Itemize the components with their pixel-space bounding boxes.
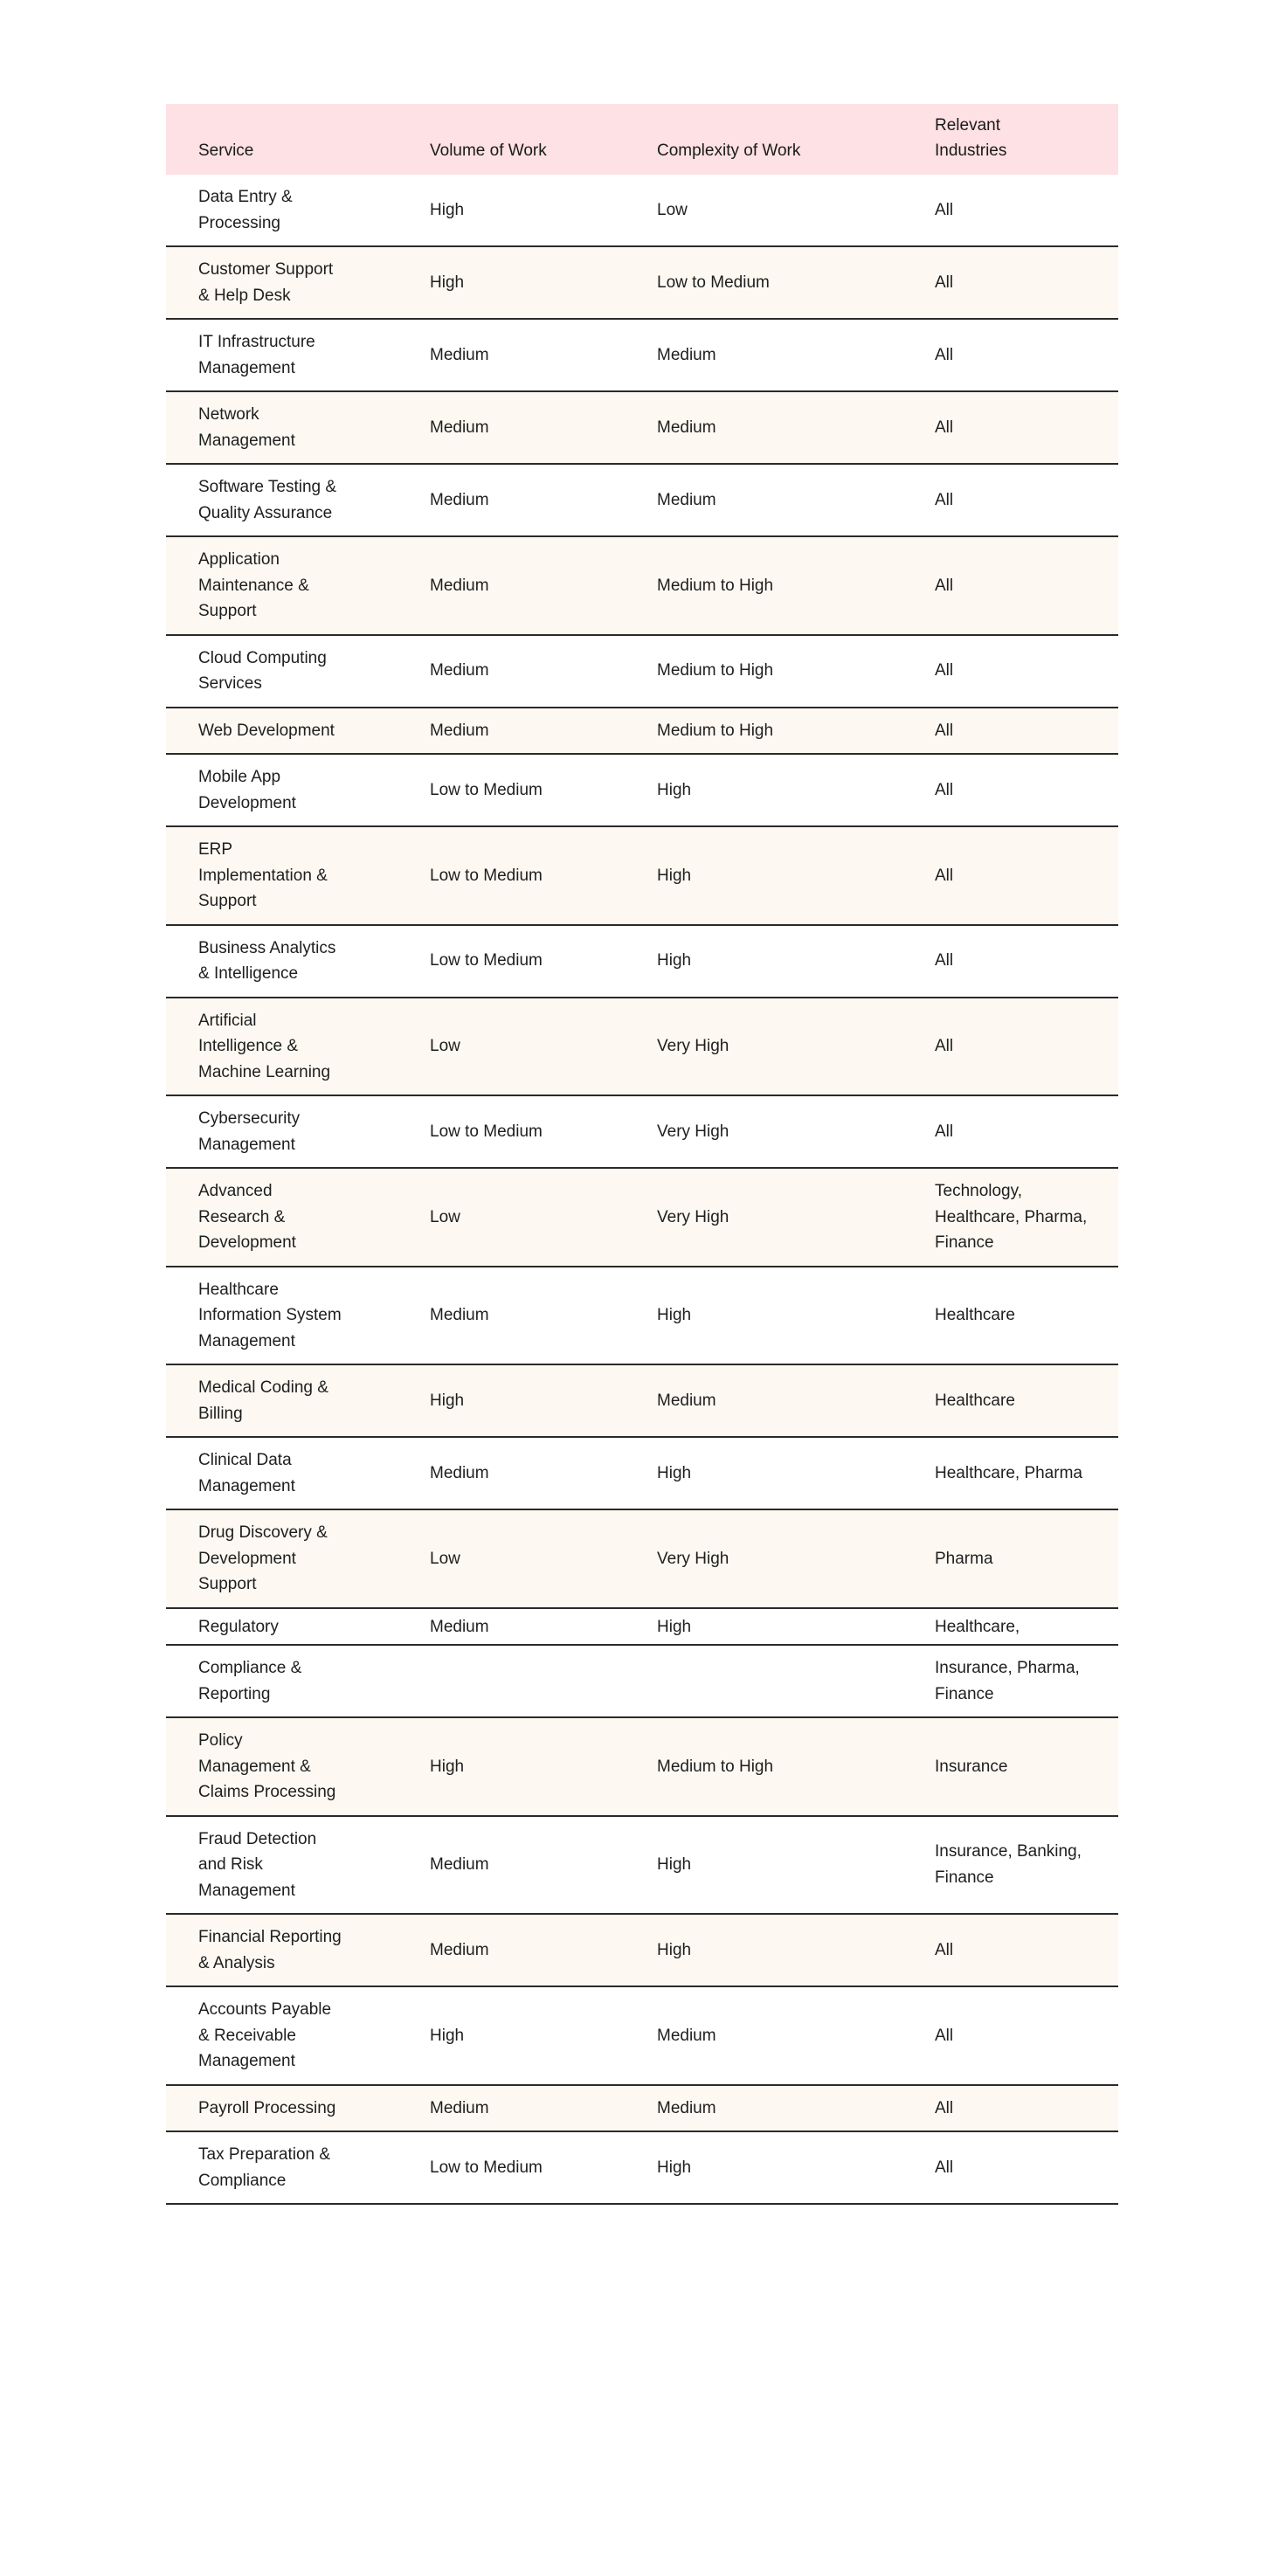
cell-industries-text: All (935, 2026, 954, 2045)
cell-volume (398, 319, 625, 391)
cell-industries-text: All (935, 866, 954, 885)
cell-complexity (625, 2131, 902, 2204)
cell-industries-text: All (935, 418, 954, 437)
cell-industries (902, 826, 1118, 925)
cell-complexity-text: Medium (657, 2098, 716, 2117)
cell-complexity (625, 391, 902, 464)
cell-volume (398, 536, 625, 635)
cell-volume (398, 998, 625, 1096)
cell-volume (398, 2131, 625, 2204)
cell-service-text: ERP Implementation & Support (198, 840, 328, 910)
cell-service-text: Accounts Payable & Receivable Management (198, 2000, 332, 2070)
cell-industries (902, 635, 1118, 708)
cell-service (166, 1364, 398, 1437)
cell-complexity-text: Medium (657, 1391, 716, 1410)
cell-industries (902, 925, 1118, 998)
cell-industries (902, 1816, 1118, 1915)
cell-volume-text: High (430, 200, 465, 219)
cell-service-text: Data Entry & Processing (198, 188, 293, 232)
cell-industries-text: All (935, 1122, 954, 1141)
cell-volume-text: Low to Medium (430, 2158, 543, 2177)
table-row (166, 754, 1118, 826)
table-row (166, 635, 1118, 708)
cell-service-text: Fraud Detection and Risk Management (198, 1829, 317, 1900)
cell-complexity (625, 1364, 902, 1437)
table-row (166, 464, 1118, 536)
cell-industries-text: All (935, 721, 954, 740)
cell-volume (398, 1095, 625, 1168)
cell-volume (398, 1509, 625, 1608)
cell-industries-text: All (935, 576, 954, 595)
cell-industries (902, 1645, 1118, 1717)
cell-volume-text: Low (430, 1037, 460, 1055)
cell-industries-text: Technology, Healthcare, Pharma, Finance (935, 1182, 1088, 1252)
cell-industries (902, 1608, 1118, 1646)
cell-service (166, 1717, 398, 1816)
cell-service (166, 1437, 398, 1509)
cell-industries (902, 464, 1118, 536)
cell-service (166, 2131, 398, 2204)
cell-complexity-text: Medium (657, 490, 716, 509)
cell-industries-text: Insurance, Pharma, Finance (935, 1659, 1080, 1703)
cell-volume (398, 1816, 625, 1915)
cell-industries (902, 1986, 1118, 2085)
cell-volume-text: Medium (430, 1463, 489, 1482)
cell-industries-text: All (935, 951, 954, 970)
services-table-container (166, 104, 1118, 2205)
cell-volume (398, 1267, 625, 1365)
cell-service-text: Advanced Research & Development (198, 1182, 296, 1252)
cell-complexity (625, 536, 902, 635)
table-row (166, 175, 1118, 246)
cell-industries (902, 391, 1118, 464)
cell-volume-text: Medium (430, 345, 489, 364)
cell-industries-text: All (935, 1940, 954, 1959)
cell-service-text: Tax Preparation & Compliance (198, 2145, 331, 2190)
cell-service-text: Artificial Intelligence & Machine Learning (198, 1011, 331, 1081)
cell-complexity-text: Very High (657, 1207, 729, 1226)
cell-complexity-text: High (657, 1617, 692, 1636)
cell-industries (902, 1364, 1118, 1437)
cell-complexity-text: High (657, 2158, 692, 2177)
cell-volume-text: Medium (430, 1617, 489, 1636)
cell-service (166, 708, 398, 755)
cell-industries-text: Healthcare (935, 1391, 1015, 1410)
table-row (166, 1816, 1118, 1915)
table-row (166, 1717, 1118, 1816)
cell-industries-text: All (935, 490, 954, 509)
cell-service (166, 1267, 398, 1365)
services-table (166, 104, 1118, 2205)
table-row (166, 1914, 1118, 1986)
cell-service (166, 635, 398, 708)
cell-industries-text: All (935, 273, 954, 292)
cell-service (166, 2085, 398, 2132)
cell-complexity-text: Very High (657, 1037, 729, 1055)
cell-complexity (625, 1986, 902, 2085)
cell-volume-text: Medium (430, 1940, 489, 1959)
cell-service-text: Business Analytics & Intelligence (198, 938, 336, 983)
cell-complexity (625, 2085, 902, 2132)
cell-complexity-text: High (657, 1306, 692, 1324)
table-row (166, 826, 1118, 925)
cell-industries (902, 1437, 1118, 1509)
cell-complexity (625, 1509, 902, 1608)
cell-service-text: Regulatory (198, 1617, 279, 1636)
cell-industries (902, 998, 1118, 1096)
table-row (166, 319, 1118, 391)
table-row (166, 1364, 1118, 1437)
cell-service-text: Customer Support & Help Desk (198, 260, 334, 305)
cell-service (166, 1168, 398, 1267)
cell-volume-text: High (430, 1757, 465, 1776)
cell-service (166, 1645, 398, 1717)
cell-complexity (625, 708, 902, 755)
cell-volume (398, 1914, 625, 1986)
cell-service (166, 536, 398, 635)
cell-complexity (625, 1095, 902, 1168)
cell-volume-text: Medium (430, 721, 489, 740)
cell-volume-text: Medium (430, 418, 489, 437)
cell-service (166, 246, 398, 319)
cell-volume-text: Low (430, 1207, 460, 1226)
cell-service-text: Compliance & Reporting (198, 1659, 302, 1703)
cell-complexity (625, 1608, 902, 1646)
cell-service-text: Clinical Data Management (198, 1451, 295, 1495)
cell-complexity (625, 826, 902, 925)
cell-service (166, 391, 398, 464)
cell-industries (902, 246, 1118, 319)
cell-complexity-text: High (657, 1940, 692, 1959)
cell-volume-text: Medium (430, 2098, 489, 2117)
cell-service (166, 925, 398, 998)
cell-volume-text: High (430, 273, 465, 292)
cell-service-text: Application Maintenance & Support (198, 550, 309, 620)
cell-volume-text: Medium (430, 661, 489, 680)
cell-industries-text: All (935, 200, 954, 219)
cell-complexity-text: Very High (657, 1549, 729, 1568)
cell-volume-text: High (430, 1391, 465, 1410)
cell-complexity (625, 319, 902, 391)
table-row (166, 1645, 1118, 1717)
cell-complexity-text: Medium to High (657, 721, 774, 740)
cell-service-text: Financial Reporting & Analysis (198, 1928, 342, 1972)
table-row (166, 1095, 1118, 1168)
cell-complexity (625, 175, 902, 246)
cell-complexity-text: Medium (657, 345, 716, 364)
cell-volume-text: Low to Medium (430, 951, 543, 970)
table-row (166, 536, 1118, 635)
cell-complexity-text: High (657, 1463, 692, 1482)
cell-volume (398, 1437, 625, 1509)
cell-volume-text: Low to Medium (430, 1122, 543, 1141)
cell-industries (902, 1914, 1118, 1986)
cell-service-text: Healthcare Information System Management (198, 1280, 342, 1350)
cell-complexity-text: Very High (657, 1122, 729, 1141)
table-row (166, 708, 1118, 755)
cell-service-text: Policy Management & Claims Processing (198, 1731, 336, 1801)
header-volume: Volume of Work (430, 142, 547, 160)
table-row (166, 391, 1118, 464)
cell-industries (902, 708, 1118, 755)
cell-volume (398, 925, 625, 998)
cell-volume (398, 391, 625, 464)
cell-service (166, 464, 398, 536)
cell-service-text: Medical Coding & Billing (198, 1378, 328, 1423)
cell-volume-text: Low to Medium (430, 866, 543, 885)
cell-service-text: Cloud Computing Services (198, 648, 327, 693)
cell-volume (398, 1986, 625, 2085)
cell-industries (902, 1095, 1118, 1168)
table-row (166, 1267, 1118, 1365)
cell-industries-text: All (935, 661, 954, 680)
cell-complexity-text: Medium to High (657, 576, 774, 595)
cell-volume (398, 708, 625, 755)
cell-volume-text: Medium (430, 490, 489, 509)
cell-complexity (625, 635, 902, 708)
table-header (166, 104, 1118, 175)
cell-volume-text: Medium (430, 576, 489, 595)
cell-industries (902, 1168, 1118, 1267)
cell-industries (902, 1509, 1118, 1608)
cell-industries-text: All (935, 345, 954, 364)
cell-industries (902, 536, 1118, 635)
header-row (166, 104, 1118, 175)
cell-industries (902, 175, 1118, 246)
cell-service (166, 1509, 398, 1608)
cell-service-text: Web Development (198, 721, 335, 740)
cell-service (166, 1914, 398, 1986)
cell-volume (398, 1364, 625, 1437)
cell-service-text: Drug Discovery & Development Support (198, 1523, 328, 1593)
cell-industries (902, 2085, 1118, 2132)
cell-volume (398, 1168, 625, 1267)
cell-service (166, 826, 398, 925)
table-row (166, 1608, 1118, 1646)
cell-service (166, 1095, 398, 1168)
table-row (166, 1986, 1118, 2085)
cell-complexity (625, 754, 902, 826)
cell-volume (398, 175, 625, 246)
table-row (166, 925, 1118, 998)
cell-complexity-text: High (657, 780, 692, 799)
cell-complexity-text: Medium (657, 2026, 716, 2045)
cell-complexity (625, 464, 902, 536)
cell-service (166, 1816, 398, 1915)
cell-industries-text: All (935, 1037, 954, 1055)
cell-service (166, 754, 398, 826)
table-row (166, 1509, 1118, 1608)
cell-service-text: IT Infrastructure Management (198, 333, 315, 377)
cell-complexity (625, 998, 902, 1096)
cell-industries-text: Healthcare (935, 1306, 1015, 1324)
cell-service (166, 319, 398, 391)
table-row (166, 2085, 1118, 2132)
cell-service-text: Network Management (198, 405, 295, 450)
cell-complexity (625, 1816, 902, 1915)
header-complexity: Complexity of Work (657, 142, 801, 160)
table-row (166, 2131, 1118, 2204)
cell-complexity (625, 1437, 902, 1509)
cell-service-text: Software Testing & Quality Assurance (198, 478, 337, 522)
cell-complexity (625, 1267, 902, 1365)
cell-volume-text: Low to Medium (430, 780, 543, 799)
cell-industries (902, 1267, 1118, 1365)
cell-complexity (625, 1717, 902, 1816)
cell-complexity-text: High (657, 1855, 692, 1874)
cell-service-text: Cybersecurity Management (198, 1109, 301, 1154)
cell-industries (902, 319, 1118, 391)
cell-industries-text: All (935, 780, 954, 799)
cell-volume (398, 246, 625, 319)
cell-service-text: Mobile App Development (198, 768, 296, 812)
cell-industries (902, 1717, 1118, 1816)
cell-complexity (625, 925, 902, 998)
cell-volume-text: Medium (430, 1855, 489, 1874)
cell-complexity (625, 1168, 902, 1267)
cell-complexity-text: Low (657, 200, 688, 219)
table-body (166, 175, 1118, 2204)
header-service: Service (198, 142, 254, 160)
cell-industries-text: All (935, 2158, 954, 2177)
cell-volume (398, 635, 625, 708)
cell-service (166, 1608, 398, 1646)
cell-volume-text: Medium (430, 1306, 489, 1324)
table-row (166, 246, 1118, 319)
cell-volume (398, 1645, 625, 1717)
cell-industries (902, 2131, 1118, 2204)
cell-complexity-text: Low to Medium (657, 273, 770, 292)
table-row (166, 998, 1118, 1096)
cell-volume (398, 754, 625, 826)
cell-industries-text: Healthcare, Pharma (935, 1463, 1082, 1482)
cell-volume-text: High (430, 2026, 465, 2045)
cell-complexity (625, 1645, 902, 1717)
cell-industries-text: All (935, 2098, 954, 2117)
cell-volume (398, 2085, 625, 2132)
cell-industries-text: Pharma (935, 1549, 993, 1568)
cell-service (166, 1986, 398, 2085)
cell-complexity-text: High (657, 866, 692, 885)
cell-industries-text: Insurance (935, 1757, 1008, 1776)
cell-volume (398, 826, 625, 925)
cell-volume (398, 1717, 625, 1816)
cell-industries (902, 754, 1118, 826)
cell-service-text: Payroll Processing (198, 2098, 336, 2117)
cell-complexity (625, 1914, 902, 1986)
header-industries: Relevant Industries (935, 116, 1007, 160)
table-row (166, 1437, 1118, 1509)
cell-volume (398, 464, 625, 536)
cell-industries-text: Healthcare, (935, 1617, 1020, 1636)
cell-complexity-text: High (657, 951, 692, 970)
cell-complexity (625, 246, 902, 319)
cell-complexity-text: Medium to High (657, 1757, 774, 1776)
cell-complexity-text: Medium (657, 418, 716, 437)
cell-service (166, 175, 398, 246)
cell-industries-text: Insurance, Banking, Finance (935, 1842, 1082, 1887)
cell-complexity-text: Medium to High (657, 661, 774, 680)
cell-volume (398, 1608, 625, 1646)
table-row (166, 1168, 1118, 1267)
cell-volume-text: Low (430, 1549, 460, 1568)
cell-service (166, 998, 398, 1096)
